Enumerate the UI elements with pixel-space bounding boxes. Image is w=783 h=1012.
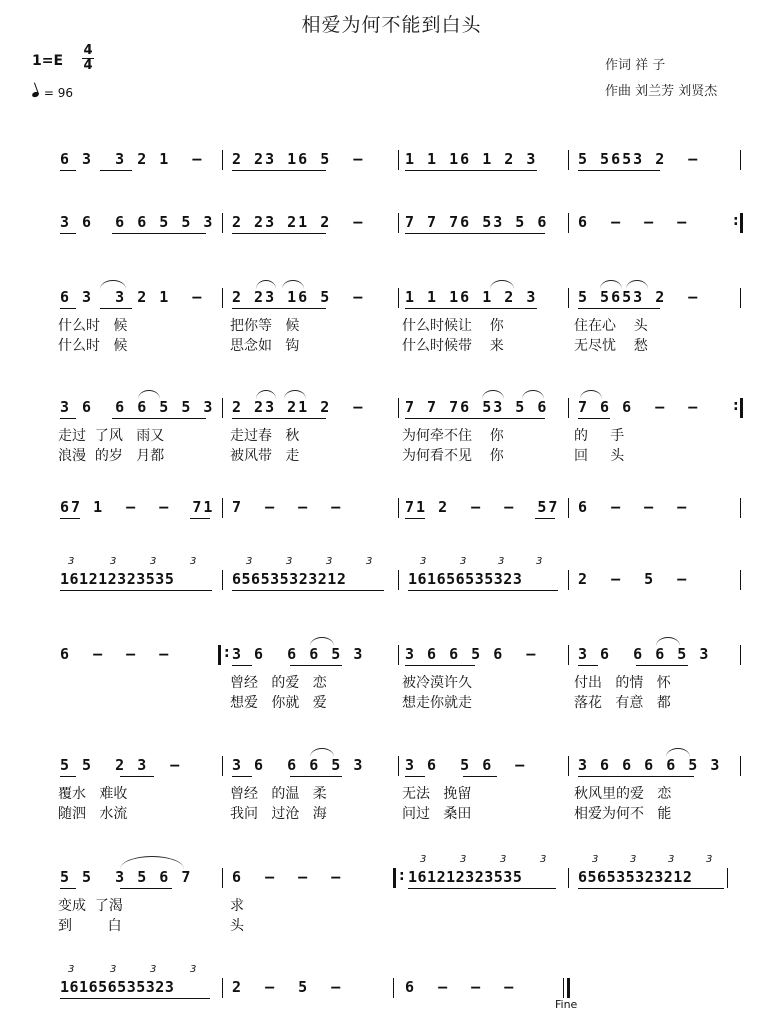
triplet-mark: 3 [68, 556, 75, 567]
beam [405, 518, 425, 519]
beam [408, 590, 558, 591]
beam [112, 233, 206, 234]
beam [405, 170, 537, 171]
barline [222, 498, 223, 518]
measure: 1 1 16 1 2 3 [405, 288, 538, 306]
triplet-mark: 3 [630, 854, 637, 865]
time-signature [81, 44, 95, 73]
beam [463, 776, 497, 777]
barline [398, 498, 399, 518]
triplet-mark: 3 [536, 556, 543, 567]
lyric-verse-2: 落花 有意 都 [574, 695, 671, 711]
slur [256, 280, 276, 289]
measure: 161656535323 [408, 570, 523, 588]
lyric-verse-2: 被风带 走 [230, 448, 300, 464]
measure: 3 6 6 6 5 5 3 [60, 213, 215, 231]
lyric-verse-1: 为何牵不住 你 [402, 428, 504, 444]
measure: 3 6 6 6 5 5 3 [60, 398, 215, 416]
measure: 5 5653 2 – [578, 288, 700, 306]
beam [405, 308, 537, 309]
lyric-verse-2: 问过 桑田 [402, 806, 472, 822]
measure: 656535323212 [578, 868, 693, 886]
beam [408, 888, 556, 889]
lyricist-credit: 作词 祥 子 [605, 58, 666, 73]
measure: 5 5653 2 – [578, 150, 700, 168]
barline [398, 645, 399, 665]
barline [740, 288, 741, 308]
beam [60, 998, 210, 999]
tempo-value: = 96 [43, 86, 73, 100]
measure: 3 6 5 6 – [405, 756, 527, 774]
lyric-verse-2: 到 白 [58, 918, 122, 934]
beam [100, 308, 132, 309]
beam [578, 888, 724, 889]
beam [578, 665, 598, 666]
measure: 6 3 3 2 1 – [60, 288, 204, 306]
beam [578, 418, 610, 419]
triplet-mark: 3 [460, 556, 467, 567]
triplet-mark: 3 [150, 964, 157, 975]
lyric-verse-1: 曾经 的温 柔 [230, 786, 327, 802]
measure: 161212323535 [408, 868, 523, 886]
beam [290, 665, 342, 666]
lyric-verse-1: 什么时候让 你 [402, 318, 504, 334]
beam [112, 418, 206, 419]
slur [100, 280, 126, 289]
slur [600, 280, 622, 289]
lyric-verse-1: 被冷漠许久 [402, 675, 472, 691]
triplet-mark: 3 [420, 854, 427, 865]
lyric-verse-2: 无尽忧 愁 [574, 338, 648, 354]
repeat-start-sign [393, 868, 403, 888]
measure: 7 7 76 53 5 6 [405, 398, 549, 416]
time-signature-top: 4 [83, 43, 93, 58]
key-signature: 1=E [32, 53, 64, 69]
barline [740, 570, 741, 590]
triplet-mark: 3 [420, 556, 427, 567]
beam [232, 170, 326, 171]
beam [60, 308, 76, 309]
barline [398, 398, 399, 418]
triplet-mark: 3 [366, 556, 373, 567]
triplet-mark: 3 [190, 964, 197, 975]
barline [568, 150, 569, 170]
measure: 2 23 21 2 – [232, 213, 365, 231]
barline [727, 868, 728, 888]
triplet-mark: 3 [498, 556, 505, 567]
measure: 6 – – – [578, 498, 689, 516]
measure: 7 6 6 – – [578, 398, 700, 416]
slur [256, 390, 276, 399]
slur [310, 637, 334, 646]
triplet-mark: 3 [110, 556, 117, 567]
lyric-verse-2: 随泗 水流 [58, 806, 128, 822]
triplet-mark: 3 [110, 964, 117, 975]
triplet-mark: 3 [500, 854, 507, 865]
barline [222, 756, 223, 776]
beam [232, 776, 252, 777]
measure: 5 5 2 3 – [60, 756, 182, 774]
beam [232, 233, 326, 234]
lyric-verse-2: 什么时 候 [58, 338, 128, 354]
composer-credit: 作曲 刘兰芳 刘贤杰 [605, 84, 718, 99]
lyric-verse-1: 把你等 候 [230, 318, 300, 334]
measure: 6 – – – [60, 645, 171, 663]
measure: 3 6 6 6 5 3 [578, 645, 711, 663]
lyric-verse-1: 曾经 的爱 恋 [230, 675, 327, 691]
lyric-verse-1: 的 手 [574, 428, 625, 444]
slur [282, 280, 304, 289]
barline [222, 868, 223, 888]
lyric-verse-2: 相爱为何不 能 [574, 806, 672, 822]
barline [398, 150, 399, 170]
triplet-mark: 3 [706, 854, 713, 865]
triplet-mark: 3 [190, 556, 197, 567]
beam [535, 518, 555, 519]
barline [393, 978, 394, 998]
barline [222, 288, 223, 308]
measure: 161656535323 [60, 978, 175, 996]
lyric-verse-2: 回 头 [574, 448, 625, 464]
measure: 5 5 3 5 6 7 [60, 868, 193, 886]
measure: 2 23 16 5 – [232, 150, 365, 168]
lyric-verse-2: 头 [230, 918, 244, 934]
lyric-verse-2: 想走你就走 [402, 695, 472, 711]
repeat-start-sign [218, 645, 228, 665]
barline [398, 756, 399, 776]
lyric-verse-2: 浪漫 的岁 月都 [58, 448, 165, 464]
lyric-verse-1: 覆水 难收 [58, 786, 128, 802]
final-barline [563, 978, 570, 998]
song-title: 相爱为何不能到白头 [301, 14, 482, 36]
triplet-mark: 3 [592, 854, 599, 865]
barline [568, 498, 569, 518]
lyric-verse-1: 住在心 头 [574, 318, 648, 334]
barline [568, 213, 569, 233]
beam [232, 308, 326, 309]
barline [740, 756, 741, 776]
beam [405, 665, 475, 666]
measure: 3 6 6 5 6 – [405, 645, 538, 663]
slur [120, 856, 184, 869]
lyric-verse-1: 付出 的情 怀 [574, 675, 671, 691]
slur [490, 280, 514, 289]
barline [568, 645, 569, 665]
measure: 7 7 76 53 5 6 [405, 213, 549, 231]
tempo-mark [32, 86, 73, 100]
lyric-verse-1: 什么时 候 [58, 318, 128, 334]
measure: 161212323535 [60, 570, 175, 588]
measure: 6 – – – [232, 868, 343, 886]
barline [568, 756, 569, 776]
beam [60, 518, 80, 519]
beam [405, 776, 425, 777]
barline [740, 150, 741, 170]
beam [60, 888, 76, 889]
barline [568, 288, 569, 308]
fine-mark: Fine [555, 998, 578, 1011]
lyric-verse-1: 求 [230, 898, 244, 914]
lyric-verse-2: 我问 过沧 海 [230, 806, 327, 822]
barline [568, 570, 569, 590]
barline [222, 213, 223, 233]
barline [740, 645, 741, 665]
beam [120, 888, 172, 889]
barline [222, 570, 223, 590]
measure: 6 – – – [405, 978, 516, 996]
slur [482, 390, 504, 399]
barline [568, 868, 569, 888]
repeat-end-sign [733, 213, 743, 233]
measure: 6 3 3 2 1 – [60, 150, 204, 168]
barline [222, 398, 223, 418]
lyric-verse-1: 秋风里的爱 恋 [574, 786, 672, 802]
slur [666, 748, 690, 757]
beam [405, 418, 545, 419]
measure: 3 6 6 6 5 3 [232, 645, 365, 663]
beam [60, 170, 76, 171]
lyric-verse-1: 无法 挽留 [402, 786, 472, 802]
beam [232, 418, 326, 419]
beam [60, 590, 212, 591]
barline [398, 288, 399, 308]
beam [190, 518, 210, 519]
beam [578, 308, 660, 309]
measure: 656535323212 [232, 570, 347, 588]
measure: 2 23 16 5 – [232, 288, 365, 306]
lyric-verse-1: 走过 了风 雨又 [58, 428, 165, 444]
beam [60, 233, 76, 234]
measure: 3 6 6 6 6 5 3 [578, 756, 722, 774]
triplet-mark: 3 [326, 556, 333, 567]
measure: 2 – 5 – [232, 978, 343, 996]
slur [626, 280, 648, 289]
lyric-verse-2: 为何看不见 你 [402, 448, 504, 464]
slur [284, 390, 306, 399]
triplet-mark: 3 [246, 556, 253, 567]
lyric-verse-2: 想爱 你就 爱 [230, 695, 327, 711]
measure: 6 – – – [578, 213, 689, 231]
beam [232, 665, 252, 666]
measure: 7 – – – [232, 498, 343, 516]
triplet-mark: 3 [68, 964, 75, 975]
time-signature-bottom: 4 [83, 58, 93, 73]
barline [740, 498, 741, 518]
lyric-verse-2: 什么时候带 来 [402, 338, 504, 354]
slur [138, 390, 160, 399]
beam [60, 776, 76, 777]
beam [120, 776, 154, 777]
triplet-mark: 3 [668, 854, 675, 865]
beam [578, 170, 660, 171]
barline [398, 213, 399, 233]
barline [568, 398, 569, 418]
lyric-verse-1: 走过春 秋 [230, 428, 300, 444]
beam [636, 665, 688, 666]
triplet-mark: 3 [286, 556, 293, 567]
triplet-mark: 3 [150, 556, 157, 567]
measure: 2 23 21 2 – [232, 398, 365, 416]
slur [522, 390, 544, 399]
slur [310, 748, 334, 757]
beam [100, 170, 132, 171]
beam [405, 233, 545, 234]
repeat-end-sign [733, 398, 743, 418]
measure: 2 – 5 – [578, 570, 689, 588]
slur [656, 637, 680, 646]
barline [222, 978, 223, 998]
beam [290, 776, 342, 777]
measure: 71 2 – – 57 [405, 498, 560, 516]
slur [580, 390, 602, 399]
quarter-note-icon [31, 91, 39, 98]
measure: 1 1 16 1 2 3 [405, 150, 538, 168]
triplet-mark: 3 [540, 854, 547, 865]
beam [578, 776, 694, 777]
barline [398, 570, 399, 590]
measure: 3 6 6 6 5 3 [232, 756, 365, 774]
lyric-verse-1: 变成 了渴 [58, 898, 123, 914]
beam [232, 590, 384, 591]
lyric-verse-2: 思念如 钩 [230, 338, 300, 354]
measure: 67 1 – – 71 [60, 498, 215, 516]
barline [222, 150, 223, 170]
triplet-mark: 3 [460, 854, 467, 865]
beam [60, 418, 76, 419]
